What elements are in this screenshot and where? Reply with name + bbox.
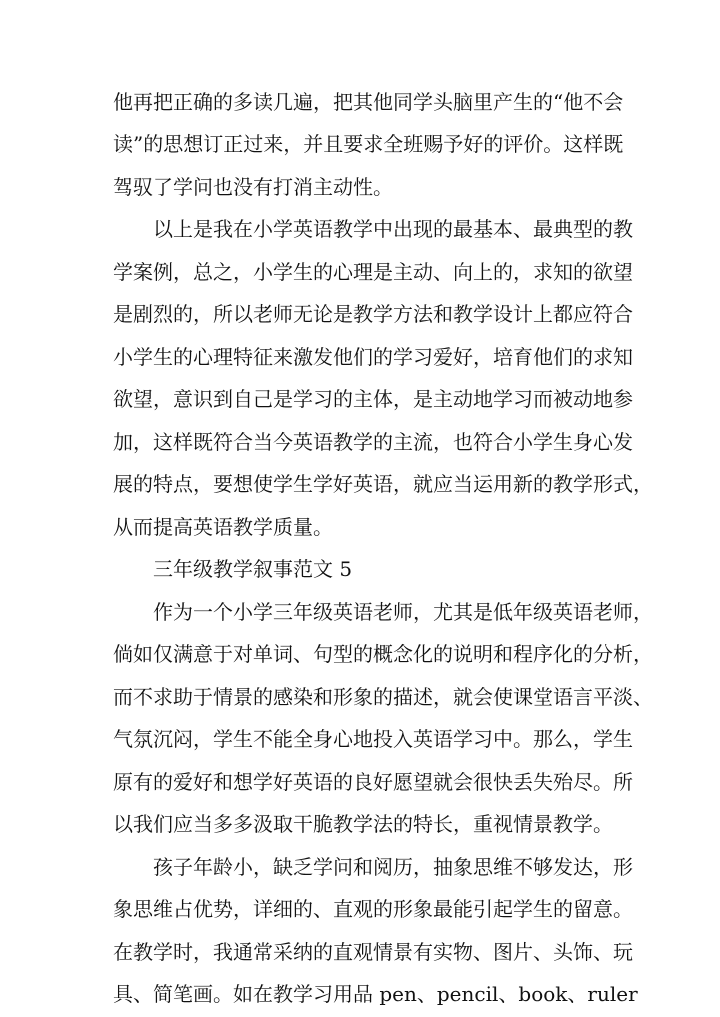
text-line: 以我们应当多多汲取干脆教学法的特长，重视情景教学。 bbox=[113, 812, 613, 837]
text-line: 具、简笔画。如在教学习用品 pen、pencil、book、ruler bbox=[113, 982, 638, 1007]
text-line: 而不求助于情景的感染和形象的描述，就会使课堂语言平淡、 bbox=[113, 684, 653, 709]
paragraph-start-line: 以上是我在小学英语教学中出现的最基本、最典型的教 bbox=[153, 217, 633, 242]
text-line: 他再把正确的多读几遍，把其他同学头脑里产生的“他不会 bbox=[113, 90, 624, 114]
text-line: 展的特点，要想使学生学好英语，就应当运用新的教学形式， bbox=[113, 472, 653, 497]
text-line: 是剧烈的，所以老师无论是教学方法和教学设计上都应符合 bbox=[113, 302, 633, 327]
text-line: 加，这样既符合当今英语教学的主流，也符合小学生身心发 bbox=[113, 429, 633, 454]
section-heading: 三年级教学叙事范文 5 bbox=[153, 557, 353, 582]
paragraph-start-line: 孩子年龄小，缺乏学问和阅历，抽象思维不够发达，形 bbox=[153, 854, 633, 879]
text-line: 读”的思想订正过来，并且要求全班赐予好的评价。这样既 bbox=[113, 132, 624, 157]
text-line: 从而提高英语教学质量。 bbox=[113, 514, 333, 539]
text-line: 倘如仅满意于对单词、句型的概念化的说明和程序化的分析， bbox=[113, 642, 653, 667]
text-line: 象思维占优势，详细的、直观的形象最能引起学生的留意。 bbox=[113, 897, 633, 922]
text-line: 驾驭了学问也没有打消主动性。 bbox=[113, 174, 393, 199]
paragraph-start-line: 作为一个小学三年级英语老师，尤其是低年级英语老师， bbox=[153, 599, 653, 624]
text-line: 小学生的心理特征来激发他们的学习爱好，培育他们的求知 bbox=[113, 344, 633, 369]
text-line: 欲望，意识到自己是学习的主体，是主动地学习而被动地参 bbox=[113, 387, 633, 412]
text-line: 学案例，总之，小学生的心理是主动、向上的，求知的欲望 bbox=[113, 259, 633, 284]
text-line: 在教学时，我通常采纳的直观情景有实物、图片、头饰、玩 bbox=[113, 939, 633, 964]
text-line: 原有的爱好和想学好英语的良好愿望就会很快丢失殆尽。所 bbox=[113, 769, 633, 794]
text-line: 气氛沉闷，学生不能全身心地投入英语学习中。那么，学生 bbox=[113, 727, 633, 752]
